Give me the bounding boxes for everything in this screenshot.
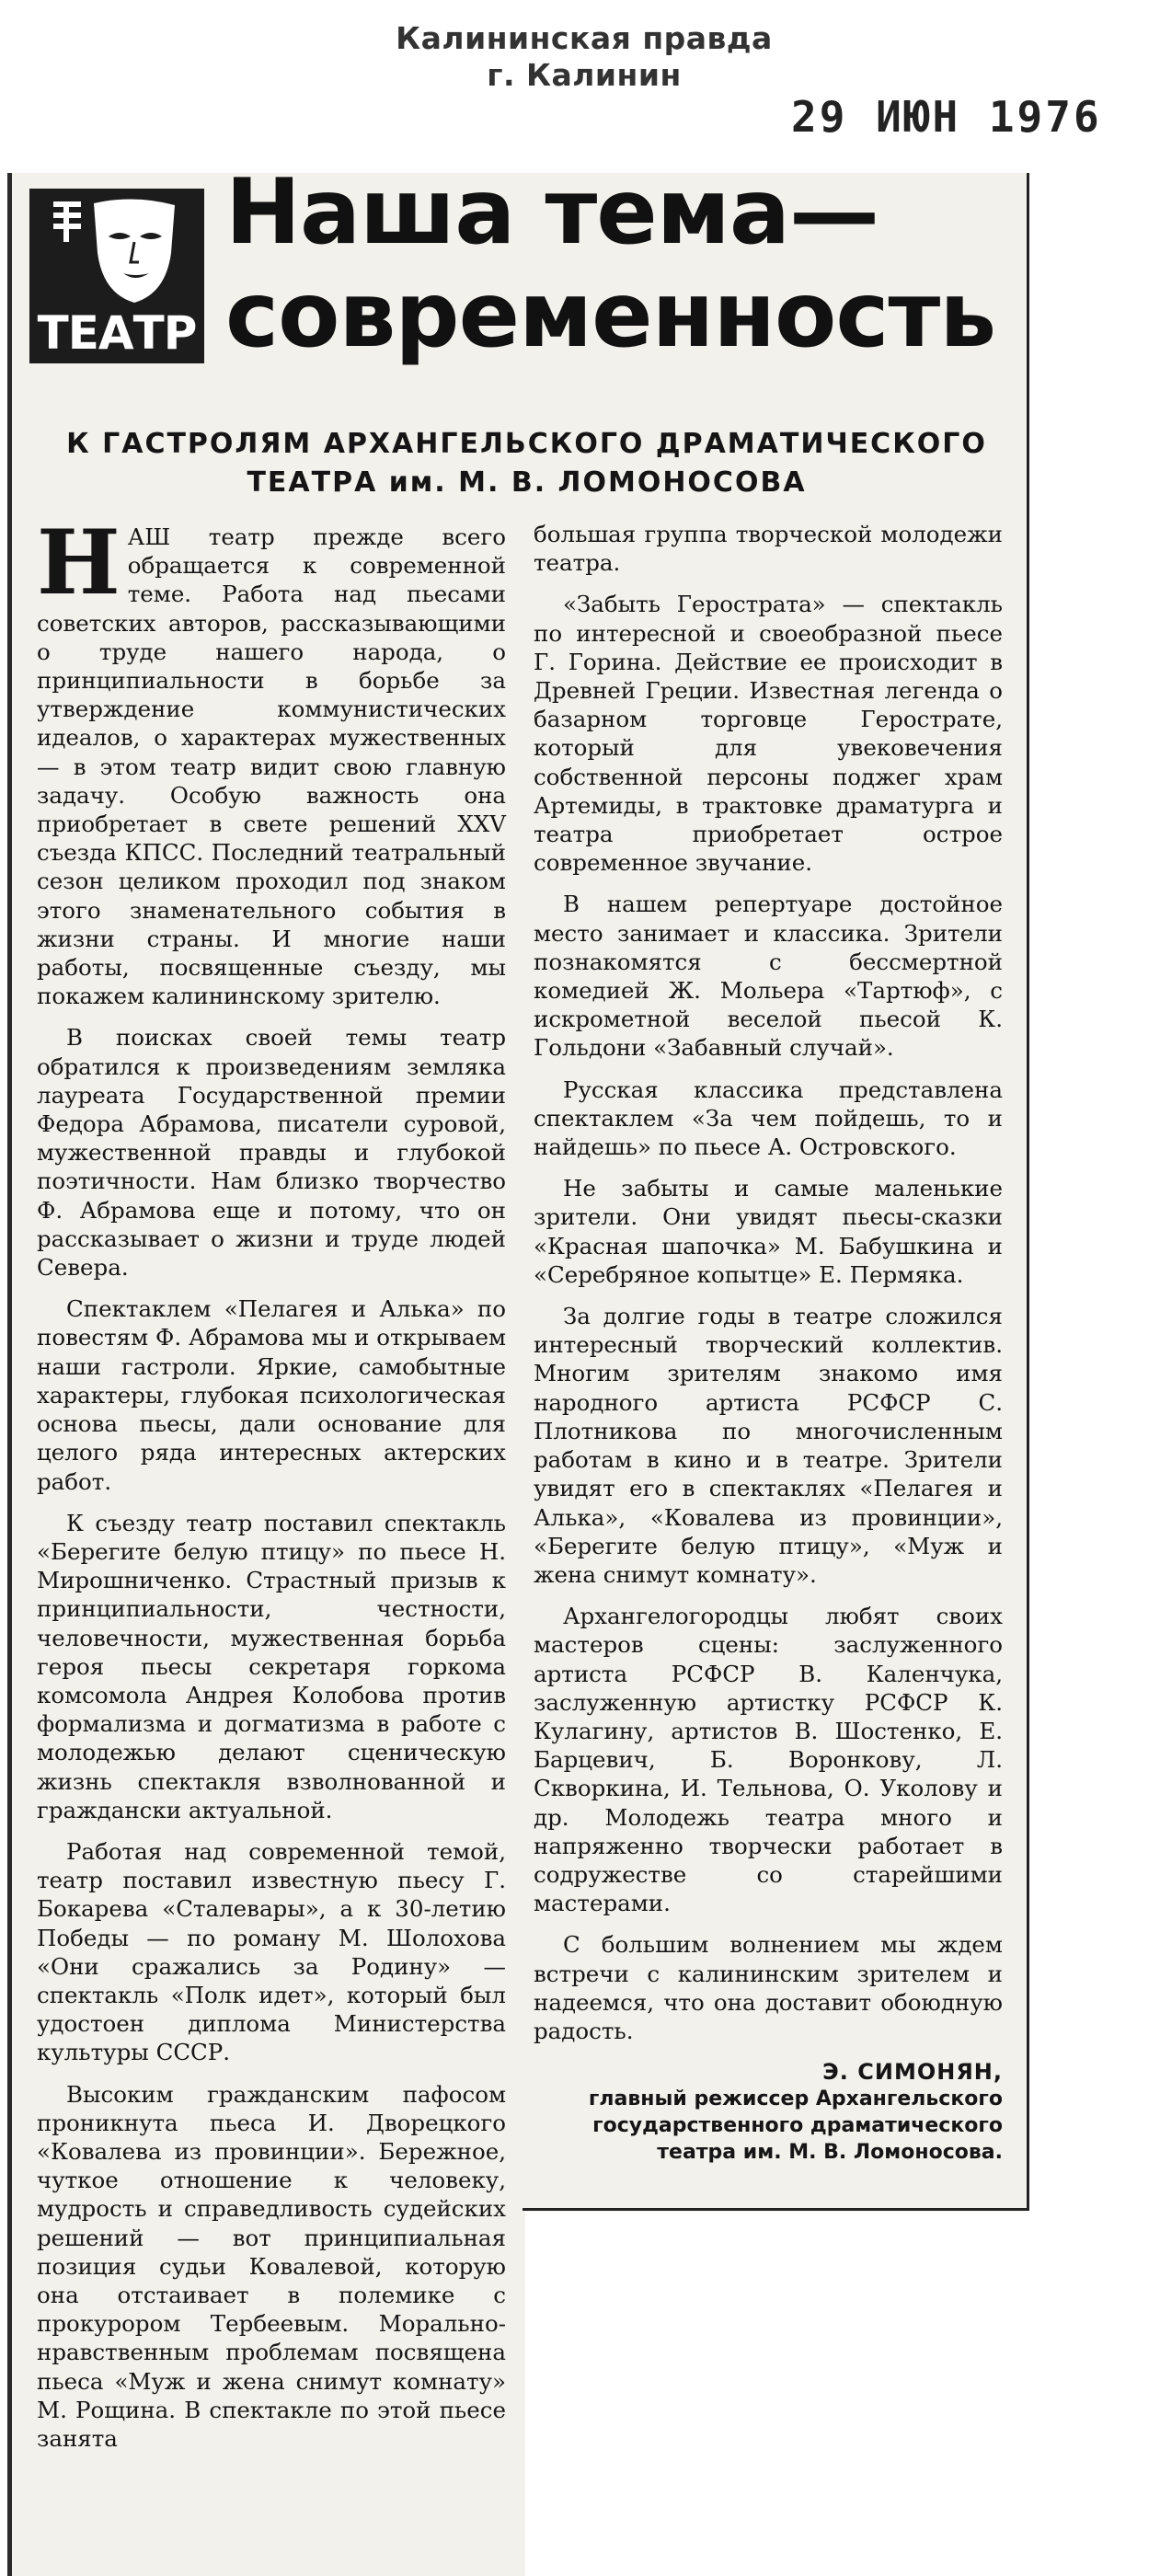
paper-blank-area bbox=[525, 2212, 1160, 2576]
headline-line-1: Наша тема— bbox=[225, 160, 879, 265]
paragraph-5: Работая над современной темой, театр поставил известную пьесу Г. Бокарева «Сталевары», а к 30-летию Победы — по роману М. Шолохова «Они сражались за Родину» — спектакль «Полк идет», который был удостоен диплома Министерства культуры СССР. bbox=[37, 1837, 506, 2066]
stamp-newspaper-name: Калининская правда bbox=[396, 20, 773, 56]
paragraph-6-continued: большая группа творческой молодежи театра. bbox=[534, 521, 1003, 577]
article-column-left bbox=[37, 511, 506, 2466]
theatre-logo bbox=[29, 189, 204, 363]
paragraph-12: Архангелогородцы любят своих мастеров сцены: заслуженного артиста РСФСР В. Каленчука, заслуженную артистку РСФСР К. Кулагину, артистов В. Шостенко, Е. Барцевич, Б. Воронкову, Л. Скворкина, И. Тельнова, О. Уколову и др. Молодежь театра много и напряженно творчески работает в содружестве со старейшими мастерами. bbox=[534, 1603, 1003, 1917]
clipping-right-column-bottom-edge bbox=[523, 2208, 1028, 2211]
clipping-left-edge bbox=[7, 173, 12, 2576]
theatre-mask-icon bbox=[50, 196, 184, 306]
paragraph-13: С большим волнением мы ждем встречи с калининским зрителем и надеемся, что она доставит обоюдную радость. bbox=[534, 1931, 1003, 2044]
article-column-right bbox=[534, 520, 1003, 2166]
author-title: главный режиссер Архангельского государственного драматического театра им. М. В. Ломоносова. bbox=[588, 2087, 1003, 2165]
subheadline bbox=[28, 425, 1026, 502]
paragraph-7: «Забыть Герострата» — спектакль по интересной и своеобразной пьесе Г. Горина. Действие ее происходит в Древней Греции. Известная легенда о базарном торговце Герострате, который для увековечения собственной персоны поджег храм Артемиды, в трактовке драматурга и театра приобретает острое современное звучание. bbox=[534, 591, 1003, 877]
paragraph-1-text: АШ театр прежде всего обращается к современной теме. Работа над пьесами советских авторов, рассказывающими о труде нашего народа, о принципиальности в борьбе за утверждение коммунистических идеалов, о характерах мужественных — в этом театр видит свою главную задачу. Особую важность она приобретает в свете решений XXV съезда КПСС. Последний театральный сезон целиком проходил под знаком этого знаменательного события в жизни страны. И многие наши работы, посвященные съезду, мы покажем калининскому зрителю. bbox=[37, 523, 506, 1010]
paragraph-9: Русская классика представлена спектаклем «За чем пойдешь, то и найдешь» по пьесе А. Островского. bbox=[534, 1075, 1003, 1161]
paragraph-11: За долгие годы в театре сложился интересный творческий коллектив. Многим зрителям знакомо имя народного артиста РСФСР С. Плотникова по многочисленным работам в кино и в театре. Зрители увидят его в спектаклях «Пелагея и Алька», «Ковалева из провинции», «Берегите белую птицу», «Муж и жена снимут комнату». bbox=[534, 1303, 1003, 1588]
paragraph-6: Высоким гражданским пафосом проникнута пьеса И. Дворецкого «Ковалева из провинции». Бережное, чуткое отношение к человеку, мудрость и справедливость судейских решений — вот принципиальная позиция судьи Ковалевой, которую она отстаивает в полемике с прокурором Тербеевым. Морально-нравственным проблемам посвящена пьеса «Муж и жена снимут комнату» М. Рощина. В спектакле по этой пьесе занята bbox=[37, 2080, 506, 2452]
headline-line-2: современность bbox=[225, 263, 996, 368]
paragraph-2: В поисках своей темы театр обратился к произведениям земляка лауреата Государственной премии Федора Абрамова, писатели суровой, мужественной правды и глубокой поэтичности. Нам близко творчество Ф. Абрамова еще и потому, что он рассказывает о жизни и труде людей Севера. bbox=[37, 1024, 506, 1282]
paragraph-1 bbox=[37, 511, 506, 1010]
paragraph-4: К съезду театр поставил спектакль «Берегите белую птицу» по пьесе Н. Мирошниченко. Страстный призыв к принципиальности, честности, человечности, мужественная борьба героя пьесы секретаря горкома комсомола Андрея Колобова против формализма и догматизма в работе с молодежью делают сценическую жизнь спектакля взволнованной и граждански актуальной. bbox=[37, 1509, 506, 1823]
paragraph-3: Спектаклем «Пелагея и Алька» по повестям Ф. Абрамова мы и открываем наши гастроли. Яркие, самобытные характеры, глубокая психологическая основа пьесы, дали основание для целого ряда интересных актерских работ. bbox=[37, 1295, 506, 1495]
stamp-date: 29 ИЮН 1976 bbox=[791, 92, 1102, 142]
paragraph-10: Не забыты и самые маленькие зрители. Они увидят пьесы-сказки «Красная шапочка» М. Бабушкина и «Серебряное копытце» Е. Пермяка. bbox=[534, 1175, 1003, 1288]
paragraph-8: В нашем репертуаре достойное место занимает и классика. Зрители познакомятся с бессмертной комедией Ж. Мольера «Тартюф», с искрометной веселой пьесой К. Гольдони «Забавный случай». bbox=[534, 891, 1003, 1062]
subheadline-line-1: К ГАСТРОЛЯМ АРХАНГЕЛЬСКОГО ДРАМАТИЧЕСКОГО bbox=[66, 428, 987, 460]
stamp-city: г. Калинин bbox=[487, 57, 682, 93]
logo-label: ТЕАТР bbox=[37, 306, 197, 360]
newspaper-stamp bbox=[368, 20, 800, 94]
drop-cap: Н bbox=[37, 511, 121, 615]
headline bbox=[225, 161, 1044, 367]
author-name: Э. СИМОНЯН, bbox=[822, 2059, 1003, 2086]
subheadline-line-2: ТЕАТРА им. М. В. ЛОМОНОСОВА bbox=[247, 466, 807, 499]
